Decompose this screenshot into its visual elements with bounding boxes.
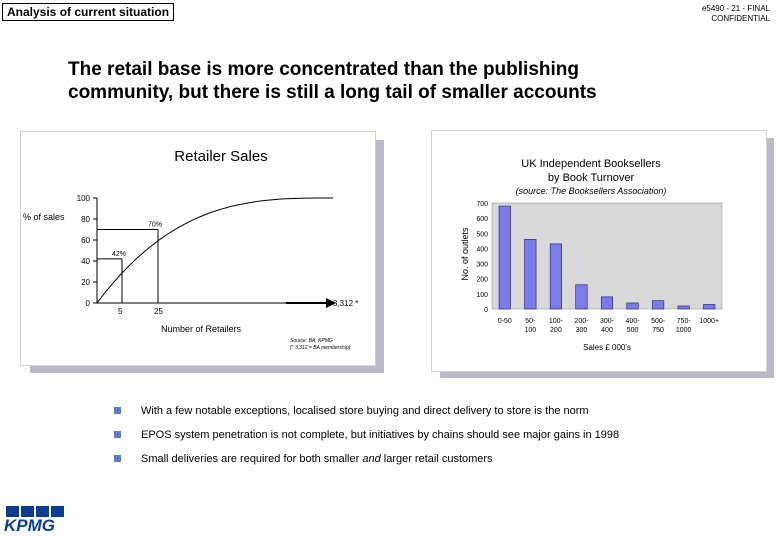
section-label: Analysis of current situation (2, 3, 174, 21)
title-line1: The retail base is more concentrated than the publishing (68, 59, 579, 80)
booksellers-x-tick-label: 300- (599, 318, 615, 325)
retailer-x-label: Number of Retailers (161, 324, 242, 334)
booksellers-bar (652, 301, 664, 309)
kpmg-logo (4, 506, 66, 538)
booksellers-y-tick-label: 200 (476, 276, 488, 284)
booksellers-x-tick-label: 750 (652, 327, 664, 334)
booksellers-panel (431, 130, 767, 372)
booksellers-x-tick-label: 400- (625, 318, 640, 325)
booksellers-bar (499, 206, 511, 309)
bullet-text-part: Small deliveries are required for both smaller (141, 453, 363, 465)
bullet-item (112, 452, 752, 476)
bullet-text: EPOS system penetration is not complete, but initiatives by chains should see major gains in 1998 (141, 429, 620, 441)
booksellers-title-line1: UK Independent Booksellers (521, 158, 661, 170)
booksellers-y-label: No. of outlets (460, 227, 470, 281)
retailer-annotation: 42% (112, 250, 127, 258)
bullet-text-emphasis: and (362, 453, 381, 465)
booksellers-chart (432, 131, 766, 371)
retailer-source-line1: Source: BA, KPMG (290, 338, 333, 344)
booksellers-y-tick-label: 300 (476, 261, 488, 269)
retailer-x-tick-label: 5 (118, 307, 123, 316)
bullet-item (112, 404, 752, 428)
booksellers-bar (678, 306, 690, 309)
retailer-x-end-label: 3,312 * (333, 299, 359, 308)
retailer-y-label: % of sales (23, 212, 65, 222)
page-title (68, 58, 718, 104)
retailer-sales-panel (20, 131, 376, 366)
retailer-source-line2: (* 3,312 = BA membership) (290, 345, 351, 351)
booksellers-x-tick-label: 200 (550, 327, 562, 334)
bullet-item (112, 428, 752, 452)
bullet-text: With a few notable exceptions, localised store buying and direct delivery to store is the norm (141, 405, 589, 417)
booksellers-x-tick-label: 750- (676, 318, 691, 325)
booksellers-bar (627, 303, 639, 309)
booksellers-x-tick-label: 500 (626, 327, 639, 334)
retailer-y-tick-label: 80 (81, 215, 90, 224)
booksellers-bar (550, 244, 562, 309)
booksellers-title-line2: by Book Turnover (547, 172, 635, 184)
booksellers-subtitle: (source: The Booksellers Association) (515, 186, 667, 196)
booksellers-x-tick-label: 50- (525, 318, 536, 325)
bullet-text-part: larger retail customers (380, 453, 493, 465)
retailer-x-tick-label: 25 (154, 307, 163, 316)
doc-ref-line1: e5490 - 21 - FINAL (701, 4, 770, 13)
booksellers-bar (601, 297, 613, 309)
booksellers-x-label: Sales £ 000's (583, 343, 631, 352)
booksellers-y-tick-label: 600 (476, 216, 488, 224)
booksellers-x-tick-label: 300 (575, 327, 588, 334)
retailer-y-tick-label: 20 (81, 278, 90, 287)
logo-text: KPMG (4, 516, 55, 535)
bullet-square-icon (114, 431, 121, 438)
retailer-y-tick-label: 60 (81, 236, 90, 245)
booksellers-x-tick-label: 400 (601, 327, 613, 334)
retailer-annotation: 70% (148, 221, 163, 229)
booksellers-x-tick-label: 0-50 (497, 318, 512, 325)
booksellers-x-tick-label: 1000+ (699, 318, 720, 325)
booksellers-bar (525, 239, 537, 309)
title-line2: community, but there is still a long tail of smaller accounts (68, 82, 597, 103)
bullet-text (141, 452, 493, 466)
retailer-sales-chart (21, 132, 375, 365)
document-reference (702, 4, 770, 24)
retailer-y-tick-label: 40 (81, 257, 90, 266)
booksellers-y-tick-label: 100 (476, 291, 488, 299)
doc-ref-line2: CONFIDENTIAL (711, 14, 770, 23)
retailer-y-tick-label: 0 (85, 299, 90, 308)
booksellers-bar (576, 285, 588, 309)
retailer-chart-title: Retailer Sales (174, 148, 268, 165)
booksellers-bar (703, 304, 715, 309)
retailer-y-tick-label: 100 (76, 194, 90, 203)
booksellers-x-tick-label: 200- (574, 318, 589, 325)
booksellers-x-tick-label: 100- (548, 318, 563, 325)
booksellers-x-tick-label: 1000 (675, 327, 692, 334)
booksellers-y-tick-label: 0 (484, 307, 488, 314)
bullet-list (112, 404, 752, 476)
booksellers-y-tick-label: 400 (476, 246, 488, 254)
retailer-sales-curve (97, 198, 333, 303)
booksellers-y-tick-label: 700 (476, 201, 488, 208)
bullet-square-icon (114, 407, 121, 414)
booksellers-y-tick-label: 500 (476, 231, 488, 239)
booksellers-x-tick-label: 100 (524, 327, 537, 334)
booksellers-x-tick-label: 500- (651, 318, 666, 325)
bullet-square-icon (114, 455, 121, 462)
